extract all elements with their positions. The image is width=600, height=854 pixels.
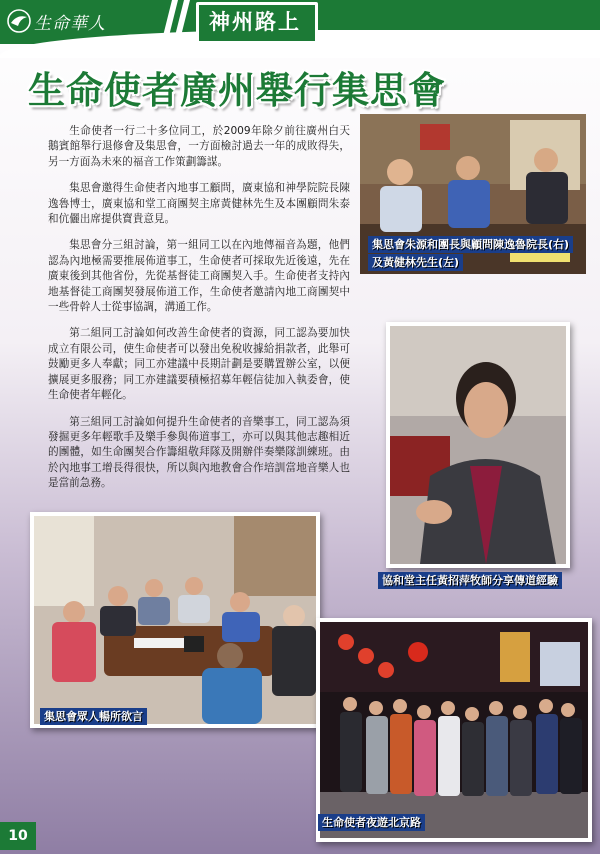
night-group-image [320, 622, 588, 838]
paragraph-4: 第二組同工討論如何改善生命使者的資源，同工認為要加快成立有限公司，使生命使者可以發出免稅收據給捐款者，此舉可鼓勵更多人奉獻；同工亦建議中長期計劃是要購置辦公室，以便擴展更多服務；同工亦建議要積極招募年輕信徒加入執委會，使生命使者年輕化。 [48, 327, 350, 402]
photo-night-group [316, 618, 592, 842]
pastor-portrait-image [390, 326, 566, 564]
caption-photo-2: 協和堂主任黃招萍牧師分享傳道經驗 [378, 572, 562, 589]
caption-photo-3: 集思會眾人暢所欲言 [40, 708, 147, 725]
header-stripes [158, 0, 198, 40]
page-number: 10 [0, 822, 36, 850]
photo-group-discussion [30, 512, 320, 728]
group-discussion-image [34, 516, 316, 724]
paragraph-3: 集思會分三組討論，第一組同工以在內地傳福音為題，他們認為內地極需要推展佈道事工，生命使者可採取先近後遠，先在廣東後到其他省份，先從基督徒工商團契入手。生命使者支持內地基督徒工商團契發展佈道工作，生命使者邀請內地工商團契中一些骨幹人士從事協調，溝通工作。 [48, 239, 350, 314]
article-body [48, 124, 350, 503]
magazine-logo [6, 4, 106, 38]
caption-photo-1-line-2: 及黃健林先生(左) [368, 254, 463, 271]
photo-pastor-portrait [386, 322, 570, 568]
paragraph-2: 集思會邀得生命使者內地事工顧問，廣東協和神學院院長陳逸魯博士，廣東協和堂工商團契主席黃健林先生及本團顧問朱泰和伉儷出席提供寶貴意見。 [48, 182, 350, 226]
bird-logo-icon [6, 8, 32, 34]
paragraph-5: 第三組同工討論如何提升生命使者的音樂事工，同工認為須發掘更多年輕歌手及樂手參與佈道事工，亦可以與其他志趣相近的團體，如生命團契合作籌組敬拜隊及開辦伴奏樂隊訓練班。由於內地事工增長得很快，所以與內地教會合作培訓當地音樂人也是當前急務。 [48, 415, 350, 490]
logo-text: 生命華人 [34, 13, 106, 34]
section-label: 神州路上 [196, 2, 318, 44]
caption-photo-4: 生命使者夜遊北京路 [318, 814, 425, 831]
caption-photo-1-line-1: 集思會朱源和團長與顧問陳逸魯院長(右) [368, 236, 573, 253]
page-title: 生命使者廣州舉行集思會 [28, 69, 446, 112]
paragraph-1: 生命使者一行二十多位同工，於2009年除夕前往廣州白天鵝賓館舉行退修會及集思會，一方面檢討過去一年的成敗得失，另一方面為未來的福音工作策劃籌謀。 [48, 125, 350, 168]
